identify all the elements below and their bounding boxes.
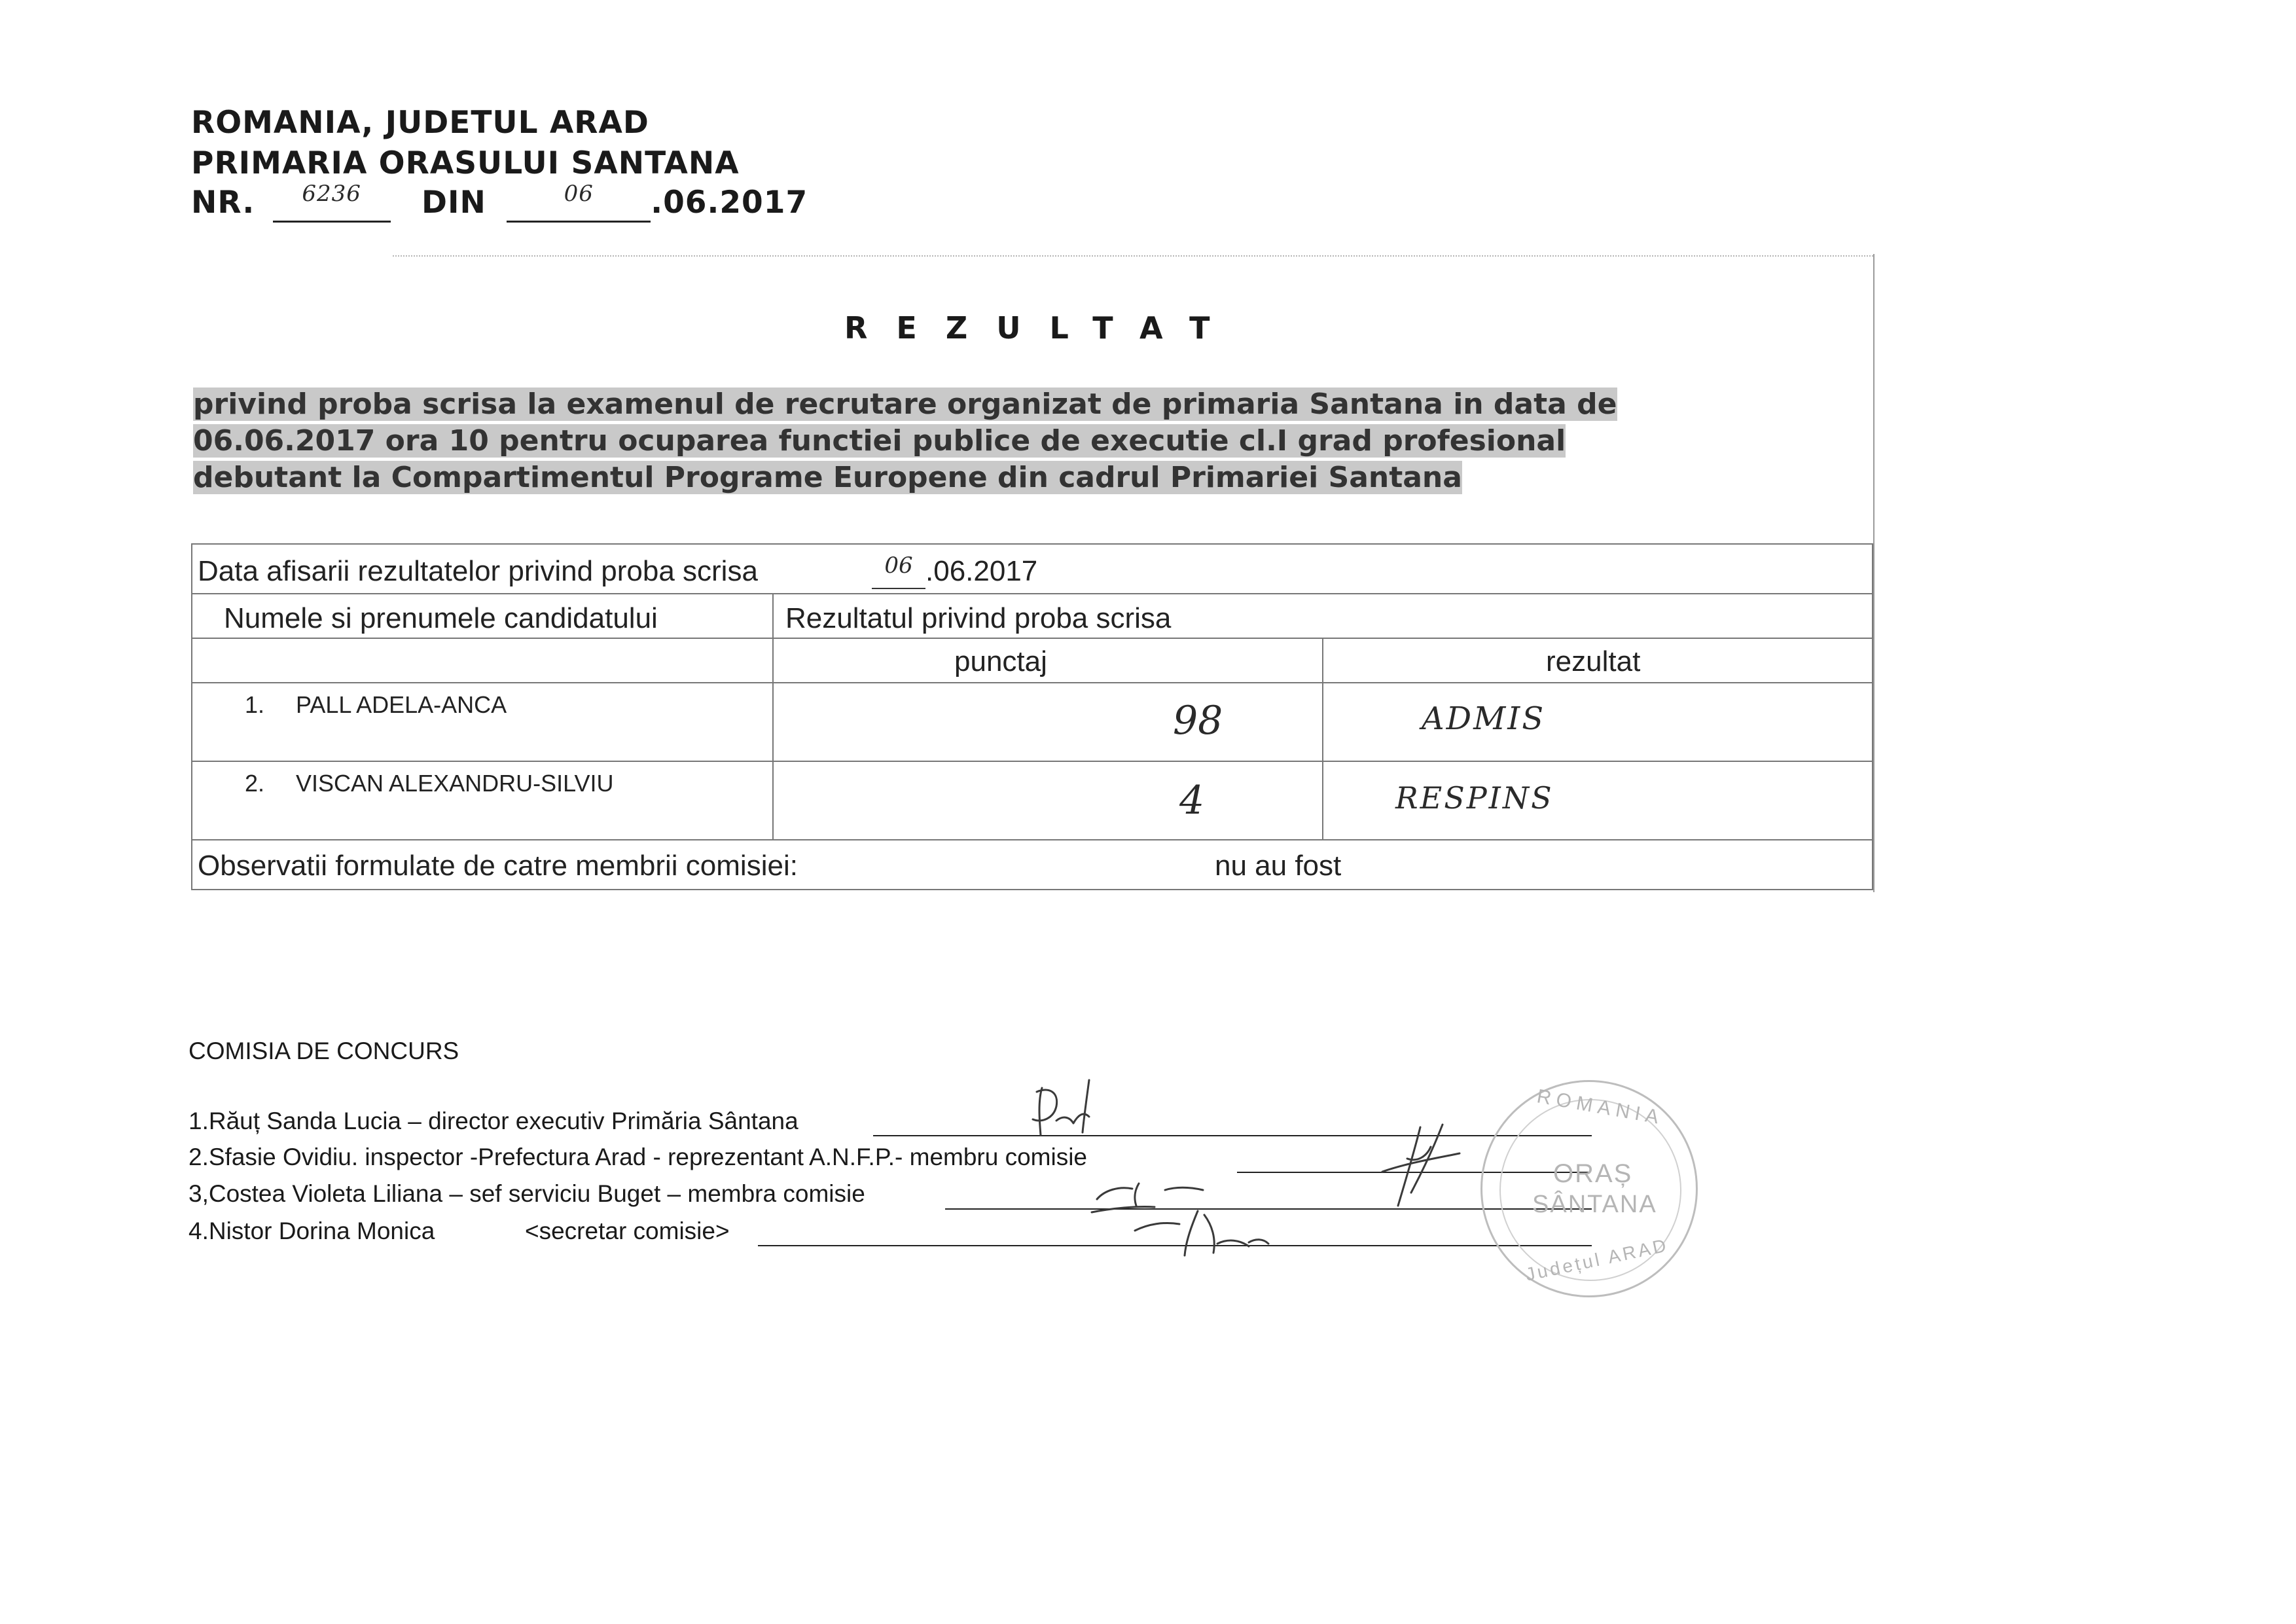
- display-date-suffix: .06.2017: [925, 555, 1038, 587]
- candidate-name: PALL ADELA-ANCA: [296, 691, 507, 718]
- intro-line-1: privind proba scrisa la examenul de recrutare organizat de primaria Santana in data de: [193, 388, 1617, 421]
- din-label: DIN: [422, 185, 486, 221]
- stamp-top-text: ROMANIA: [1535, 1085, 1666, 1129]
- stamp-center-1: ORAȘ: [1553, 1159, 1633, 1188]
- commission-member-1: 1.Răuț Sanda Lucia – director executiv Primăria Sântana: [188, 1108, 798, 1134]
- din-suffix: .06.2017: [651, 185, 808, 221]
- header-line-1: ROMANIA, JUDETUL ARAD: [191, 105, 649, 141]
- signature-3: [1092, 1183, 1203, 1212]
- display-date-day: 06: [884, 552, 913, 579]
- commission-heading: COMISIA DE CONCURS: [188, 1038, 459, 1064]
- candidate-score: 4: [1179, 778, 1205, 823]
- commission-member-2: 2.Sfasie Ovidiu. inspector -Prefectura Arad - reprezentant A.N.F.P.- membru comisie: [188, 1144, 1088, 1170]
- official-stamp: [1480, 1080, 1698, 1297]
- col-result-group-header: Rezultatul privind proba scrisa: [785, 602, 1172, 634]
- document-title: REZULTAT: [844, 310, 1239, 346]
- intro-line-3: debutant la Compartimentul Programe Europene din cadrul Primariei Santana: [193, 461, 1462, 494]
- nr-label: NR.: [191, 185, 255, 221]
- candidate-name: VISCAN ALEXANDRU-SILVIU: [296, 770, 614, 797]
- stamp-bottom-text: Județul ARAD: [1524, 1235, 1671, 1285]
- commission-member-4: 4.Nistor Dorina Monica: [188, 1218, 435, 1244]
- stamp-center-2: SÂNTANA: [1532, 1191, 1657, 1218]
- signature-1: [1033, 1080, 1089, 1135]
- row-index: 1.: [245, 691, 265, 718]
- display-date-label: Data afisarii rezultatelor privind proba scrisa: [198, 555, 758, 587]
- observations-label: Observatii formulate de catre membrii comisiei:: [198, 850, 798, 882]
- col-name-header: Numele si prenumele candidatului: [224, 602, 658, 634]
- candidate-score: 98: [1173, 698, 1223, 744]
- candidate-result: RESPINS: [1395, 780, 1554, 816]
- header-line-2: PRIMARIA ORASULUI SANTANA: [191, 145, 740, 181]
- commission-member-3: 3,Costea Violeta Liliana – sef serviciu Buget – membra comisie: [188, 1180, 865, 1207]
- intro-line-2: 06.06.2017 ora 10 pentru ocuparea functiei publice de executie cl.I grad profesional: [193, 424, 1566, 458]
- signature-2: [1382, 1125, 1460, 1206]
- nr-value: 6236: [302, 181, 361, 207]
- observations-value: nu au fost: [1215, 850, 1342, 882]
- row-index: 2.: [245, 770, 265, 797]
- secretary-note: <secretar comisie>: [525, 1218, 730, 1244]
- candidate-result: ADMIS: [1422, 700, 1546, 737]
- col-result-header: rezultat: [1546, 645, 1641, 677]
- din-day: 06: [564, 181, 594, 207]
- col-score-header: punctaj: [954, 645, 1047, 677]
- signature-4: [1135, 1211, 1268, 1255]
